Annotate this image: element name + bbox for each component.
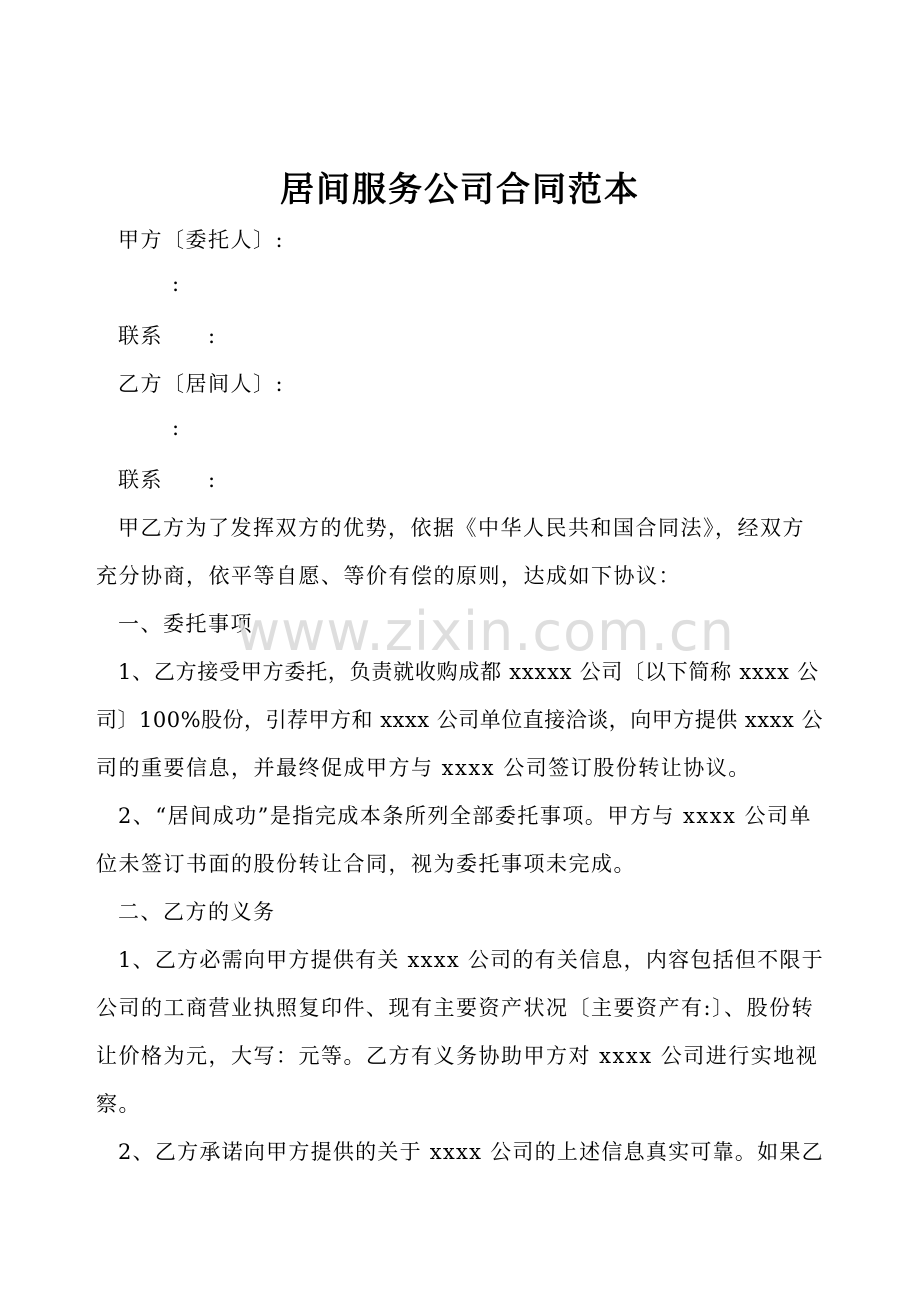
clause-line: 1、乙方接受甲方委托，负责就收购成都 xxxxx 公司〔以下简称 xxxx 公 (118, 660, 819, 684)
party-a-contact: 联系 : (118, 324, 217, 348)
party-b-label: 乙方〔居间人〕: (118, 372, 285, 396)
clause-line: 让价格为元，大写：元等。乙方有义务协助甲方对 xxxx 公司进行实地视 (96, 1044, 819, 1068)
party-b-contact: 联系 : (118, 468, 217, 492)
watermark-text: www.zixin.com.cn (236, 600, 735, 663)
clause-line: 司〕100%股份，引荐甲方和 xxxx 公司单位直接洽谈，向甲方提供 xxxx 公 (96, 708, 823, 732)
clause-line: 司的重要信息，并最终促成甲方与 xxxx 公司签订股份转让协议。 (96, 756, 751, 780)
section-heading-entrusted-matters: 一、委托事项 (118, 612, 253, 636)
clause-line: 2、“居间成功”是指完成本条所列全部委托事项。甲方与 xxxx 公司单 (118, 804, 813, 828)
clause-line: 2、乙方承诺向甲方提供的关于 xxxx 公司的上述信息真实可靠。如果乙 (118, 1140, 824, 1164)
clause-line: 1、乙方必需向甲方提供有关 xxxx 公司的有关信息，内容包括但不限于 (118, 948, 824, 972)
clause-line: 公司的工商营业执照复印件、现有主要资产状况〔主要资产有:〕、股份转 (96, 996, 815, 1020)
party-a-address-colon: : (172, 272, 181, 296)
party-b-address-colon: : (172, 416, 181, 440)
section-heading-party-b-obligations: 二、乙方的义务 (118, 900, 276, 924)
page-title: 居间服务公司合同范本 (280, 170, 640, 210)
intro-paragraph-line: 甲乙方为了发挥双方的优势，依据《中华人民共和国合同法》，经双方 (118, 516, 805, 540)
intro-paragraph-line: 充分协商，依平等自愿、等价有偿的原则，达成如下协议： (96, 564, 681, 588)
clause-line: 位未签订书面的股份转让合同，视为委托事项未完成。 (96, 852, 636, 876)
party-a-label: 甲方〔委托人〕: (118, 228, 285, 252)
clause-line: 察。 (96, 1092, 141, 1116)
